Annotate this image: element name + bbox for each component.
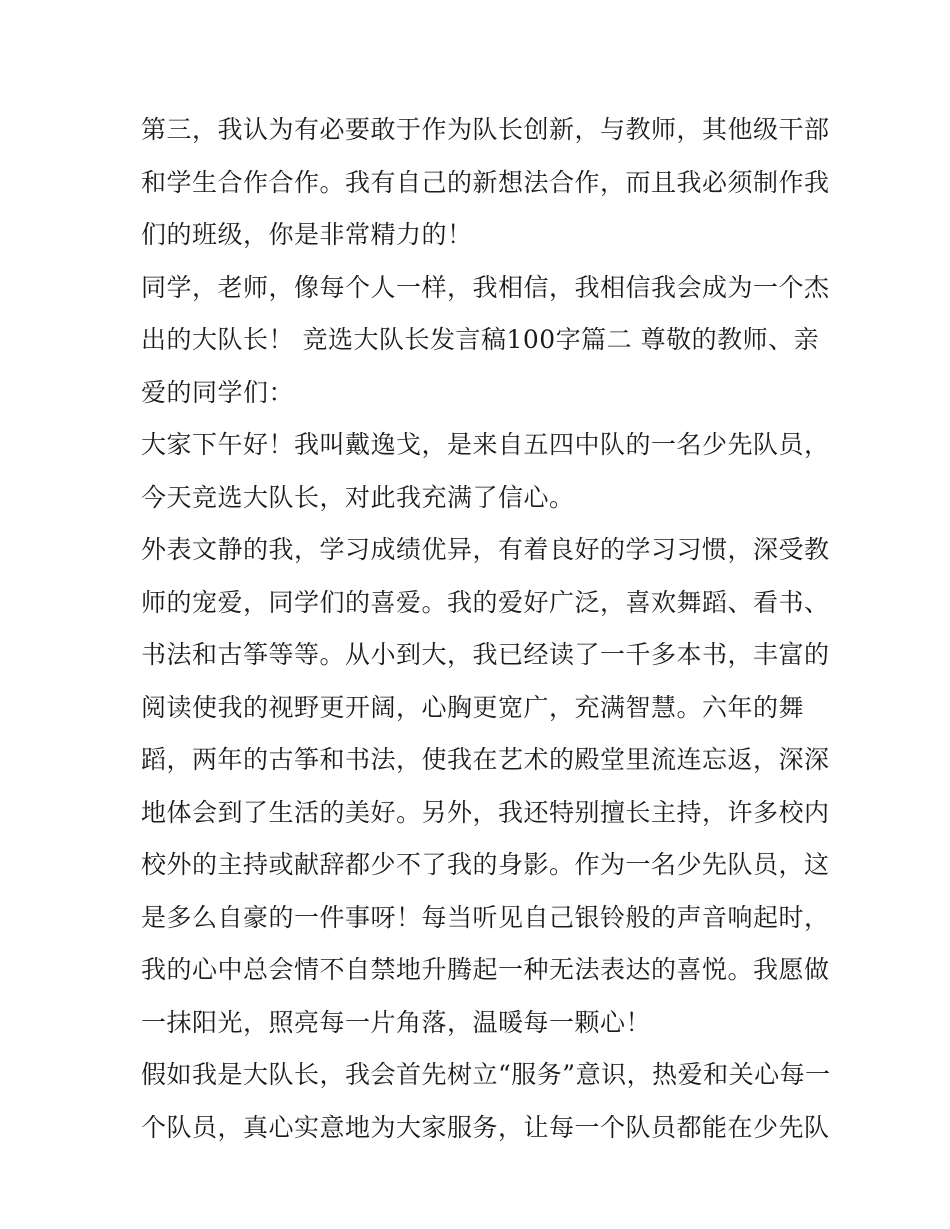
text-line: 们的班级，你是非常精力的！ [141,220,473,249]
text-line: 蹈，两年的古筝和书法，使我在艺术的殿堂里流连忘返，深深 [141,745,830,774]
text-line: 书法和古筝等等。从小到大，我已经读了一千多本书，丰富的 [141,640,830,669]
text-line: 地体会到了生活的美好。另外，我还特别擅长主持，许多校内 [141,797,830,827]
text-line: 是多么自豪的一件事呀！每当听见自己银铃般的声音响起时， [141,902,830,932]
document-body [141,104,831,1154]
text-line: 第三，我认为有必要敢于作为队长创新，与教师，其他级干部 [141,115,830,144]
text-line: 假如我是大队长，我会首先树立“服务”意识，热爱和关心每一 [141,1060,831,1089]
text-line: 今天竞选大队长，对此我充满了信心。 [141,482,575,512]
text-line: 爱的同学们： [141,377,295,407]
text-line: 外表文静的我，学习成绩优异，有着良好的学习习惯，深受教 [141,535,830,564]
text-line: 我的心中总会情不自禁地升腾起一种无法表达的喜悦。我愿做 [141,955,830,984]
text-line: 师的宠爱，同学们的喜爱。我的爱好广泛，喜欢舞蹈、看书、 [141,587,830,617]
text-line: 个队员，真心实意地为大家服务，让每一个队员都能在少先队 [141,1112,830,1142]
text-line: 出的大队长！ 竞选大队长发言稿100字篇二 尊敬的教师、亲 [141,325,820,354]
text-line: 大家下午好！我叫戴逸戈，是来自五四中队的一名少先队员， [141,430,830,459]
text-line: 同学，老师，像每个人一样，我相信，我相信我会成为一个杰 [141,272,830,302]
text-line: 和学生合作合作。我有自己的新想法合作，而且我必须制作我 [141,167,830,197]
text-line: 一抹阳光，照亮每一片角落，温暖每一颗心！ [141,1007,652,1037]
text-line: 阅读使我的视野更开阔，心胸更宽广，充满智慧。六年的舞 [141,692,805,722]
text-line: 校外的主持或献辞都少不了我的身影。作为一名少先队员，这 [141,850,830,879]
